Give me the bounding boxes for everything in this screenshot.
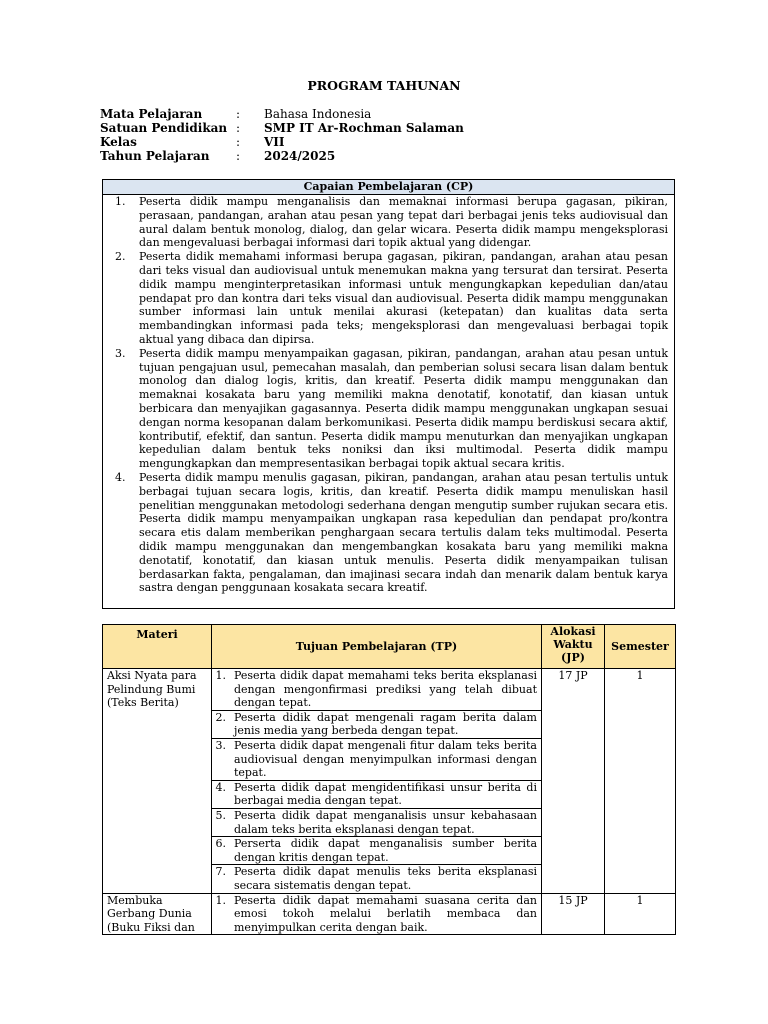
tp-cell [212,710,542,738]
cp-list [103,195,674,595]
cp-box [102,179,675,609]
materi-cell: Membuka Gerbang Dunia (Buku Fiksi dan [103,893,212,935]
tp-text: Peserta didik dapat mengenali ragam berita dalam jenis media yang berbeda dengan tepat. [234,710,537,738]
meta-key: Satuan Pendidikan [100,121,228,135]
tp-text: Peserta didik dapat mengidentifikasi unsur berita di berbagai media dengan tepat. [234,780,537,808]
cp-item-text: Peserta didik memahami informasi berupa gagasan, pikiran, pandangan, arahan atau pesan dari teks visual dan audiovisual untuk menemukan makna yang tersurat dan tersirat. Peserta didik mampu menginterpretasikan informasi untuk mengungkapkan kepedulian dan/atau pendapat pro dan kontra dari teks visual dan audiovisual. Peserta didik mampu menggunakan sumber informasi lain untuk menilai akurasi (ketepatan) dan kualitas data serta membandingkan informasi pada teks; mengeksplorasi dan mengevaluasi berbagai topik aktual yang dibaca dan dipirsa. [139,250,668,346]
meta-row [100,149,464,163]
meta-row [100,107,464,121]
cp-item [115,346,668,471]
semester-cell: 1 [605,669,676,894]
cp-item-number: 2. [115,250,126,264]
cp-item-text: Peserta didik mampu menyampaikan gagasan, pikiran, pandangan, arahan atau pesan untuk tujuan pengajuan usul, pemecahan masalah, dan pemberian solusi secara lisan dalam bentuk monolog dan dialog logis, kritis, dan kreatif. Peserta didik mampu menggunakan dan memaknai kosakata baru yang memiliki makna denotatif, konotatif, dan kiasan untuk berbicara dan menyajikan gagasannya. Peserta didik mampu menggunakan ungkapan sesuai dengan norma kesopanan dalam berkomunikasi. Peserta didik mampu berdiskusi secara aktif, kontributif, efektif, dan santun. Peserta didik mampu menuturkan dan menyajikan ungkapan kepedulian dalam bentuk teks noniksi dan iksi multimodal. Peserta didik mampu mengungkapkan dan mempresentasikan berbagai topik aktual secara kritis. [139,346,668,471]
table-row [103,893,676,935]
cp-item-number: 1. [115,195,126,208]
header-semester: Semester [605,625,676,669]
tp-table-header-row [103,625,676,669]
meta-key: Mata Pelajaran [100,107,203,121]
meta-sep: : [236,135,241,149]
tp-number: 7. [215,865,226,879]
tp-cell [212,738,542,780]
tp-cell [212,837,542,865]
tp-number: 3. [215,738,226,752]
meta-row [100,121,464,135]
semester-cell: 1 [605,893,676,935]
meta-sep: : [236,149,241,163]
tp-text: Peserta didik dapat mengenali fitur dalam teks berita audiovisual dengan menyimpulkan informasi dengan tepat. [234,738,537,780]
tp-number: 1. [215,669,226,682]
tp-cell [212,865,542,893]
cp-item [115,250,668,347]
meta-key: Kelas [100,135,137,149]
tp-text: Peserta didik dapat menulis teks berita eksplanasi secara sistematis dengan tepat. [234,865,537,892]
meta-value: Bahasa Indonesia [264,107,372,121]
meta-sep: : [236,107,241,121]
tp-table [102,624,676,935]
table-row [103,669,676,711]
cp-item-text: Peserta didik mampu menganalisis dan memaknai informasi berupa gagasan, pikiran, perasaan, pandangan, arahan atau pesan yang tepat dari berbagai jenis teks audiovisual dan aural dalam bentuk monolog, dialog, dan gelar wicara. Peserta didik mampu mengeksplorasi dan mengevaluasi berbagai informasi dari topik aktual yang didengar. [139,195,668,250]
tp-cell [212,893,542,935]
cp-item-number: 3. [115,346,126,360]
tp-text: Peserta didik dapat memahami suasana cerita dan emosi tokoh melalui berlatih membaca dan menyimpulkan cerita dengan baik. [234,893,537,934]
tp-text: Perserta didik dapat menganalisis sumber berita dengan kritis dengan tepat. [234,837,537,864]
materi-cell: Aksi Nyata para Pelindung Bumi (Teks Berita) [103,669,212,894]
header-alokasi: Alokasi Waktu (JP) [542,625,605,669]
meta-row [100,135,464,149]
cp-item [115,195,668,250]
meta-value: 2024/2025 [264,149,336,163]
tp-text: Peserta didik dapat menganalisis unsur kebahasaan dalam teks berita eksplanasi dengan tepat. [234,808,537,836]
tp-cell [212,780,542,808]
cp-item-number: 4. [115,470,126,484]
meta-sep: : [236,121,241,135]
alokasi-cell: 15 JP [542,893,605,935]
meta-value: VII [264,135,285,149]
tp-cell [212,808,542,836]
tp-number: 2. [215,710,226,724]
cp-item [115,470,668,595]
tp-text: Peserta didik dapat memahami teks berita eksplanasi dengan mengonfirmasi prediksi yang telah dibuat dengan tepat. [234,669,537,710]
page-title: PROGRAM TAHUNAN [307,78,461,93]
header-tp: Tujuan Pembelajaran (TP) [212,625,542,669]
meta-value: SMP IT Ar-Rochman Salaman [264,121,464,135]
tp-number: 6. [215,837,226,851]
meta-key: Tahun Pelajaran [100,149,210,163]
tp-number: 1. [215,893,226,907]
tp-number: 4. [215,780,226,794]
tp-cell [212,669,542,711]
identity-table [100,107,464,163]
header-materi: Materi [103,625,212,669]
alokasi-cell: 17 JP [542,669,605,894]
cp-item-text: Peserta didik mampu menulis gagasan, pikiran, pandangan, arahan atau pesan tertulis untuk berbagai tujuan secara logis, kritis, dan kreatif. Peserta didik mampu menuliskan hasil penelitian menggunakan metodologi sederhana dengan mengutip sumber rujukan secara etis. Peserta didik mampu menyampaikan ungkapan rasa kepedulian dan pendapat pro/kontra secara etis dalam memberikan penghargaan secara tertulis dalam teks multimodal. Peserta didik mampu menggunakan dan mengembangkan kosakata baru yang memiliki makna denotatif, konotatif, dan kiasan untuk menulis. Peserta didik menyampaikan tulisan berdasarkan fakta, pengalaman, dan imajinasi secara indah dan menarik dalam bentuk karya sastra dengan penggunaan kosakata secara kreatif. [139,470,668,595]
tp-number: 5. [215,808,226,822]
cp-header: Capaian Pembelajaran (CP) [103,180,674,195]
